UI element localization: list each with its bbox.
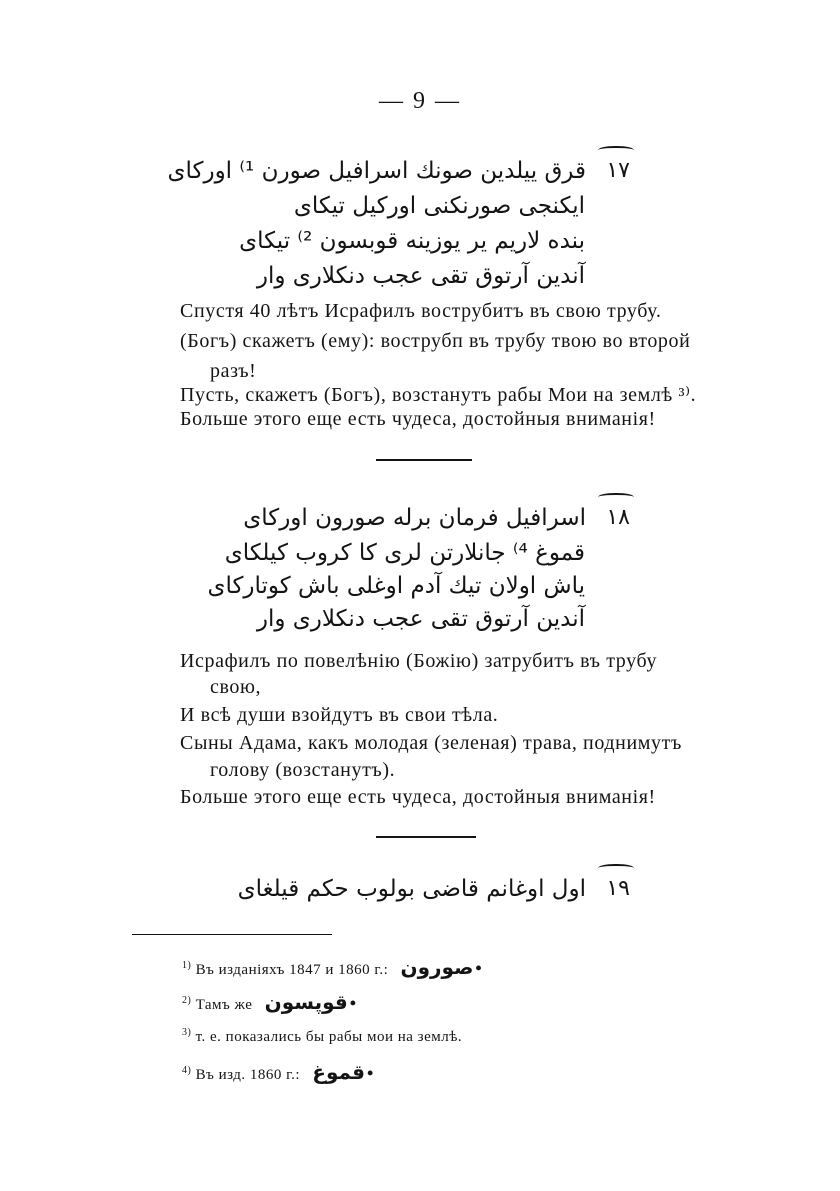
footnote-text: Въ изд. 1860 г.: [195, 1067, 301, 1083]
section-divider [376, 836, 476, 838]
translation-17-line-5: Больше этого еще есть чудеса, достойныя вниманія! [180, 408, 656, 430]
footnote-mark: 3) [182, 1027, 192, 1038]
translation-17-line-4: Пусть, скажетъ (Богъ), возстанутъ рабы Мои на землѣ ³⁾. [180, 384, 697, 406]
translation-18-line-6: Больше этого еще есть чудеса, достойныя вниманія! [180, 786, 656, 808]
translation-17-line-3: разъ! [210, 360, 257, 382]
stanza-17-line-4: آندین آرتوق تقی عجب دنکلاری وار [256, 263, 585, 289]
page-number: — 9 — [379, 88, 461, 114]
stanza-17-first-line [167, 158, 630, 198]
stanza-17-line-1: قرق ییلدین صونك اسرافیل صورن ¹⁾ اورکای [167, 158, 586, 184]
translation-17-line-1: Спустя 40 лѣтъ Исрафилъ вострубитъ въ свою трубу. [180, 300, 662, 322]
footnote-3 [182, 1027, 462, 1046]
translation-18-line-1: Исрафилъ по повелѣнію (Божію) затрубитъ въ трубу [180, 650, 658, 672]
footnote-mark: 1) [182, 960, 192, 971]
translation-18-line-3: И всѣ души взойдутъ въ свои тѣла. [180, 704, 499, 726]
footnote-2 [182, 990, 356, 1014]
footnote-mark: 2) [182, 995, 192, 1006]
footnote-arabic: قوپسون [264, 990, 348, 1014]
verse-number-18: ۱۸ [606, 505, 630, 530]
section-divider [376, 459, 472, 461]
footnote-4 [182, 1060, 373, 1084]
footnote-text: Въ изданіяхъ 1847 и 1860 г.: [195, 962, 389, 978]
stanza-18-first-line [240, 505, 630, 545]
translation-18-line-2: свою, [210, 676, 262, 698]
translation-18-line-4: Сыны Адама, какъ молодая (зеленая) трава, поднимутъ [180, 732, 682, 754]
footnote-1 [182, 955, 482, 979]
stanza-17-line-2: ایکنجی صورنکنی اورکیل تیکای [293, 193, 585, 219]
footnote-arabic: قموغ [312, 1060, 366, 1084]
footnote-dot: • [349, 993, 357, 1013]
footnote-text: т. е. показались бы рабы мои на землѣ. [195, 1029, 463, 1045]
stanza-18-line-3: یاش اولان تیك آدم اوغلی باش کوتارکای [207, 573, 585, 599]
stanza-18-line-1: اسرافیل فرمان برله صورون اورکای [243, 505, 586, 531]
footnote-mark: 4) [182, 1065, 192, 1076]
footnote-dot: • [367, 1063, 374, 1083]
translation-17-line-2: (Богъ) скажетъ (ему): вострубп въ трубу твою во второй [180, 330, 691, 352]
verse-number-17: ۱۷ [606, 158, 630, 183]
stanza-19-first-line [237, 876, 630, 916]
stanza-19-line-1: اول اوغانم قاضی بولوب حکم قیلغای [237, 876, 586, 902]
footnote-dot: • [475, 958, 482, 978]
footnote-rule [132, 934, 332, 935]
stanza-18-line-4: آندین آرتوق تقی عجب دنکلاری وار [256, 606, 585, 632]
stanza-17-line-3: بنده لاریم یر یوزینه قوبسون ²⁾ تیکای [239, 228, 585, 254]
footnote-arabic: صورون [400, 955, 474, 979]
stanza-18-line-2: قموغ ⁴⁾ جانلارتن لری کا کروب کیلکای [224, 540, 585, 566]
translation-18-line-5: голову (возстанутъ). [210, 759, 396, 781]
verse-number-19: ۱۹ [606, 876, 630, 901]
footnote-text: Тамъ же [195, 997, 253, 1013]
